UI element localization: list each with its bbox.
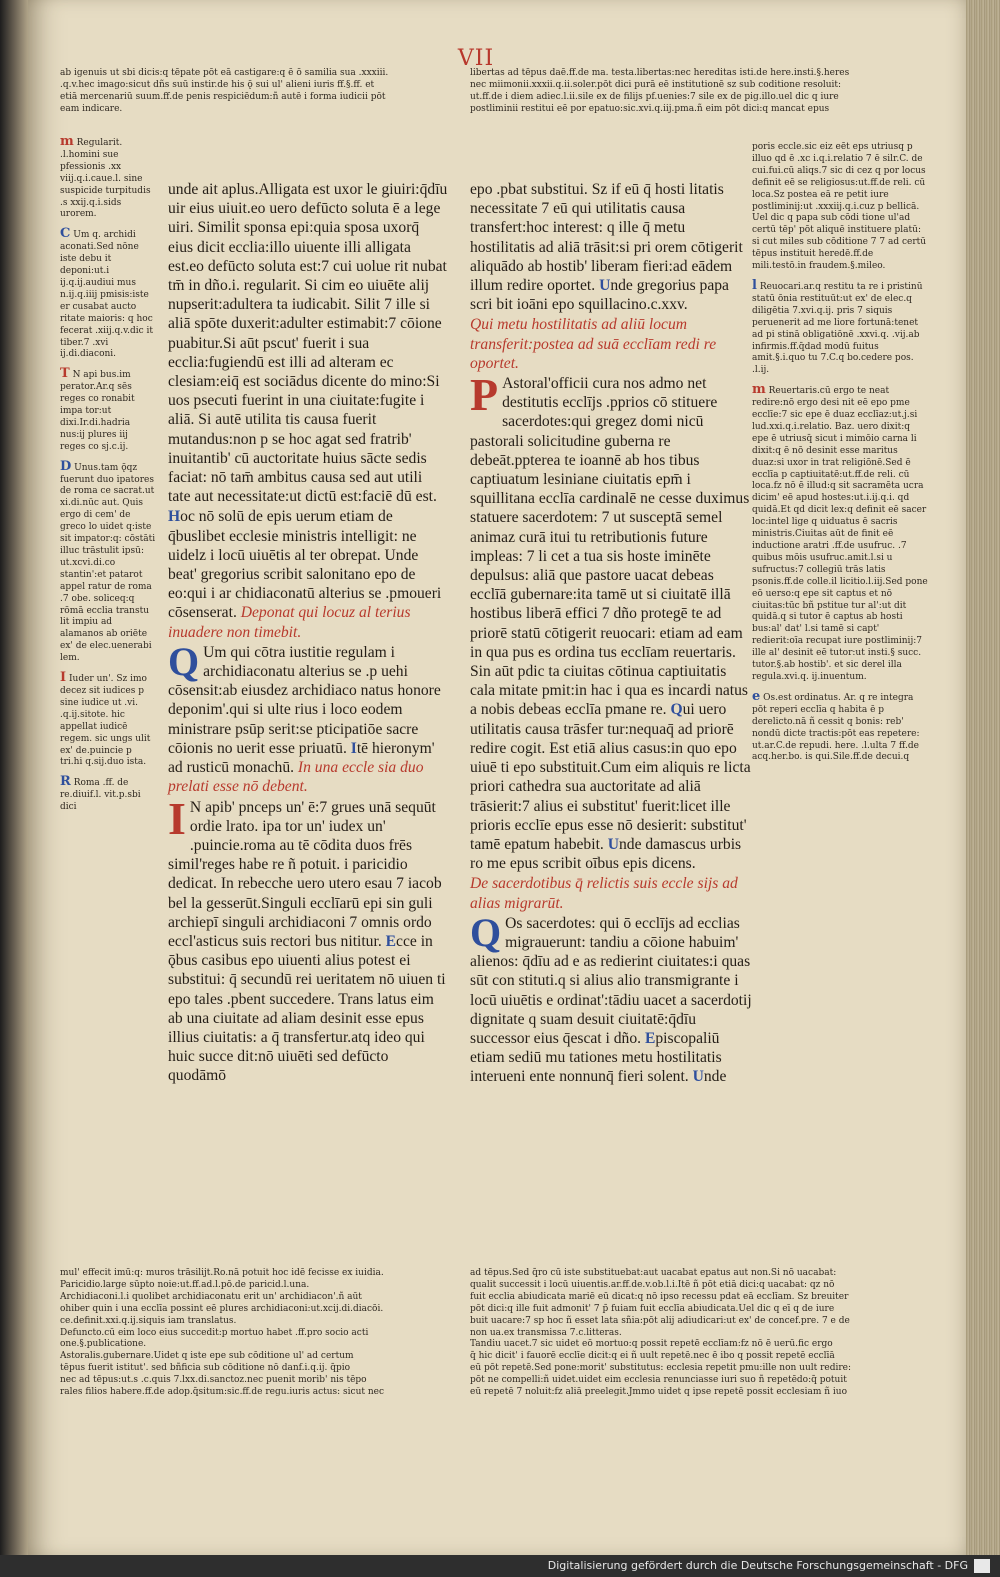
margin-initial: T <box>60 366 70 382</box>
gloss-line: ohiber quin i una ecclīa possint eē plures archidiaconi:ut.xcij.di.diacōi. <box>60 1303 384 1314</box>
gloss-line: tēpus fuerit istitut'. sed bñficia sub cōditione nō danf.i.q.ij. q̄pio <box>60 1363 351 1374</box>
bottom-gloss-right <box>470 1268 930 1399</box>
margin-initial: m <box>60 134 74 149</box>
margin-note <box>752 384 928 684</box>
gloss-line: etiā mercenariū suum.ff.de penis respiciēdum:ñ autē i forma iudicii pōt <box>60 91 386 102</box>
gloss-line: qualit successit i locū uiuentis.ar.ff.de.v.ob.l.i.Itē ñ pōt etiā dici:q uacabat: qz nō <box>470 1279 835 1290</box>
gloss-line: Tandiu uacet.7 sic uidet eō mortuo:q possit repetē ecclīam:fz nō ē uerū.fic ergo <box>470 1339 833 1350</box>
paragraph-text: nde damascus urbis ro me epus scribit oībus epis dicens. <box>470 835 742 873</box>
paragraph-text: N apib' pnceps un' ē:7 grues unā sequūt ordie lrato. ipa tor un' iudex un' .puincie.roma au tē cōdita duos frēs simil'reges habe re ñ potuit. i paricidio dedicat. In rebecche uero utero esau 7 iacob bel la gesserūt.Singuli ecclīarū epi sin guli archiepī singuli archidiaconi 7 omnis ordo eccl'asticus suis rectori bus nititur. <box>168 798 442 950</box>
margin-initial: e <box>752 688 761 704</box>
rubric-heading: Qui metu hostilitatis ad aliū locum transferit:postea ad suā ecclīam redi re oportet. <box>470 316 717 372</box>
gloss-line: non ua.ex transmissa 7.c.litteras. <box>470 1327 622 1338</box>
gloss-line: mul' effecit imū:q: muros trāsilijt.Ro.nā potuit hoc idē fecisse ex iuidia. <box>60 1268 384 1278</box>
paragraph-text: ui uero utilitatis causa trāsfer tur:nequaq̄ ad priorē redire cogit. Est etiā alius casus:in quo epo uiuē ti epo substituit.Cum eim aliquis re licta priori cathedra sua auctoritate ad aliā trāsierit:7 alius ei substitut' fuerit:licet ille prioris ecclīe epus esse nō desierit: substitut' tamē epatum habebit. <box>470 701 751 853</box>
top-gloss-right <box>470 68 930 116</box>
main-paragraph <box>470 369 754 873</box>
gloss-line: Defuncto.cū eim loco eius succedit:p mortuo habet .ff.pro socio acti <box>60 1327 369 1338</box>
gloss-line: nec miimonii.xxxii.q.ii.soler.pōt dici purā eē institutionē sz sub coditione resoluit: <box>470 79 842 90</box>
book-edge-right <box>960 0 1000 1555</box>
gloss-line: eū repetē 7 noluit:fz aliā preelegit.Jmmo uidet q ipse repetē possit ecclesiam ñ iuo <box>470 1387 848 1398</box>
main-paragraph <box>470 909 754 1087</box>
initial-q: Q <box>670 701 683 719</box>
margin-note <box>60 672 156 769</box>
gloss-line: ad tēpus.Sed q̄ro cū iste substituebat:aut uacabat epatus aut non.Si nō uacabat: <box>470 1268 837 1278</box>
rubric-heading: In una eccle sia duo prelati esse nō debent. <box>168 759 424 796</box>
initial-u: U <box>692 1068 704 1086</box>
gloss-line: Paricidio.large sūpto noie:ut.ff.ad.l.pō.de paricid.l.una. <box>60 1279 310 1290</box>
margin-note <box>752 688 928 764</box>
gloss-line: pōt ne compelli:ñ uidet.uidet eim ecclesia renunciasse iuri suo ñ repetēdo:q̄ potuit <box>470 1375 847 1386</box>
gloss-line: q̄ hic dicit' i fauorē ecclīe dicit:q ei ñ uult repetē.nec ē ibo q possit repetē ecclīā <box>470 1351 835 1362</box>
main-paragraph <box>168 792 448 1086</box>
footer-credit: Digitalisierung gefördert durch die Deutsche Forschungsgemeinschaft - DFG <box>547 1559 968 1572</box>
digitization-footer <box>0 1555 1000 1577</box>
rubric-heading: Deponat qui locuz al terius inuadere non timebit. <box>168 604 411 641</box>
paragraph-text: nde <box>703 1068 727 1086</box>
main-text-right-column <box>470 180 754 1088</box>
gloss-line: Archidiaconi.l.i quolibet archidiaconatu erit un' archidiacon'.ñ aūt <box>60 1291 362 1302</box>
rubric-heading: De sacerdotibus q̄ relictis suis eccle sijs ad alias migrarūt. <box>470 875 738 912</box>
margin-note-text: Unus.tam ǭqz fuerunt duo ipatores de roma ce sacrat.ut xi.di.nūc aut. Quis ergo di cem' de greco lo uidet q:iste sit impator:q: cōstāti illuc trāstulit ipsū: ut.xcvi.di.co stantin':et patarot appel ratur de roma .7 obe. soliceq:q rōmā ecclia transtu lit impiu ad alamanos ab oriēte ex' de elec.uenerabi lem. <box>60 462 156 664</box>
paragraph-text: nde gregorius papa scri bit ioāni epo squillacino.c.xxv. <box>470 277 729 314</box>
margin-initial: R <box>60 774 71 790</box>
paragraph-text: Um qui cōtra iustitie regulam i archidiaconatu alterius se .p uehi cōsensit:ab eiusdez archidiaco natus honore deponim'.qui si ulte rius i loco eodem ministrare psūp serit:se pticipatiōe sacre cōionis no uerit esse priuatū. <box>168 643 441 757</box>
gloss-line: eū pōt repetē.Sed pone:morit' substitutus: ecclesia repetit pmu:ille non uult redire: <box>470 1363 852 1374</box>
paragraph-text: tē hieronym' ad rusticū monachū. <box>168 739 435 777</box>
initial-p-large: P <box>470 369 499 421</box>
margin-note <box>60 368 156 453</box>
margin-note-text: N api bus.im perator.Ar.q sēs reges co ronabit impa tor:ut dixi.Ir.di.hadria nus:ij plures iij reges co sj.c.ij. <box>60 370 135 452</box>
book-page <box>28 0 966 1555</box>
paragraph-text: cce in ǭbus casibus epo uiuenti alius potest ei substitui: q̄ secundū rei ueritatem nō uiuen ti epo tales .pbent succedere. Trans latus eim ab una ciuitate ad aliam desinit esse epus illius ciuitatis: a q̄ transfertur.atq ideo qui huic succe dit:nō uiuēti sed defūcto quodāmō <box>168 932 446 1085</box>
main-paragraph <box>168 638 448 797</box>
margin-note <box>752 277 928 377</box>
margin-initial: I <box>60 670 67 686</box>
gloss-line: rales filios habere.ff.de adop.q̄situm:sic.ff.de regu.iuris actus: sicut nec <box>60 1387 385 1398</box>
gloss-line: one.§.publicatione. <box>60 1339 147 1350</box>
initial-e: E <box>385 932 397 950</box>
margin-note-text: Reuocari.ar.q restitu ta re i pristinū statū ōnia restituūt:ut ex' de elec.q diligētia 7.xvi.q.ij. pris 7 siquis peruenerit ad me liore fortunā:tenet ad pi stinā obligatiōnē .xxvi.q. .vij.ab infirmis.ff.q̄dad modū fuitus amit.§.i.quo tu 7.C.q bo.cedere pos. .l.ij. <box>752 281 923 376</box>
initial-e: E <box>644 1029 656 1047</box>
gloss-line: buit uacare:7 sp hoc ñ esset lata sñia:pōt alij adiudicari:ut ex' de concef.pre. 7 e de <box>470 1315 850 1326</box>
margin-initial: D <box>60 458 72 474</box>
margin-initial: l <box>752 277 757 293</box>
paragraph-text: piscopaliū etiam sediū mu tationes metu hostilitatis interueni ente nonnunq̄ fieri solent. <box>470 1029 722 1086</box>
initial-q: Q <box>168 638 200 684</box>
gloss-line: pōt dici:q ille fuit admonit' 7 p̄ fuiam fuit ecclīa abiudicata.Uel dic q eī q de iure <box>470 1303 835 1314</box>
margin-note <box>60 776 156 814</box>
margin-initial: m <box>752 382 766 398</box>
paragraph-text: oc nō solū de epis uerum etiam de q̄buslibet ecclesie ministris intelligit: ne uidelz i locū uiuētis al ter obrepat. Unde beat' gregorius scribit salonitano epo de eo:qui i ar chidiaconatū alterius se .pmoueri cōsenserat. <box>168 508 442 622</box>
gloss-line: ab igenuis ut sbi dicis:q tēpate pōt eā castigare:q ē ō samilia sua .xxxiii. <box>60 68 389 78</box>
initial-i: I <box>350 739 357 757</box>
gloss-line: ce.definit.xxi.q.ij.siquis iam translatus. <box>60 1315 237 1326</box>
gloss-line: nec ad tēpus:ut.s .c.quis 7.lxx.di.sanctoz.nec puenit morib' nis tēpo <box>60 1375 367 1386</box>
dfg-logo-icon <box>974 1559 990 1573</box>
margin-initial: C <box>60 226 71 242</box>
margin-note-text: Reuertaris.cū ergo te neat redire:nō ergo desi nit eē epo pme ecclīe:7 sic epe ē duaz ecclīaz:ut.j.si lud.xxi.q.i.relatio. Baz. uero dixit:q epe ē utriusq̄ sicut i mimōio carna li dixit:q ē nō desinit esse maritus duaz:si uxor in trat religiōnē.Sed ē ecclīa p captiuitatē:ut.ff.de reli. cū loca.fz nō ē illud:q sit sacramēta ucra dicim' eē apud hostes:ut.i.ij.q.i. qd quidā.Et qd dicit lex:q definit eē sacer loc:intel lige q uiduatus ē sacris ministris.Ciuitas aūt de finit eē inductione aratri .ff.de usufruc. .7 quibus mōis usufruc.amit.l.si u sufructus:7 collegiū trās latis psonis.ff.de colle.il licitio.l.iij.Sed pone eō uerso:q epe sit captus et nō ciuitas:tūc bñ pstitue tur al':ut dit quidā.q si tutor ē captus ab hosti bus:al' dat' l.si tamē si capt' redierit:oīa recupat iure postliminij:7 ille al' desinit eē tutor:ut insti.§ succ. tutor.§.ab hostib'. et sic derel illa regula.xvi.q. ij.inuentum. <box>752 386 928 682</box>
margin-note <box>60 228 156 361</box>
bottom-gloss-left <box>60 1268 455 1399</box>
initial-u: U <box>599 277 611 295</box>
page-number: VII <box>457 46 495 71</box>
gloss-line: ut.ff.de i diem adiec.l.ii.sile ex de filijs pf.uenies:7 sile ex de pig.illo.uel dic q iure <box>470 91 839 102</box>
margin-note <box>60 136 156 221</box>
margin-note-text: Roma .ff. de re.diuif.l. vit.p.sbi dici <box>60 778 141 813</box>
margin-note-text: poris eccle.sic eiz eēt eps utriusq p illuo qd ē .xc i.q.i.relatio 7 ē silr.C. de cui.fui.cū aliqs.7 sic di cez q por locus definit eē se religiosus:ut.ff.de reli. cū loca.Sz postea eā re petit iure postliminij:ut .xxxiij.q.i.cuz p bellicā. Uel dic q papa sub cōdi tione ul'ad certū tēp' pōt aliquē instituere platū: si cut miles sub cōditione 7 7 ad certū tēpus instituit heredē.ff.de mili.testō.in fraudem.§.mileo. <box>752 142 927 272</box>
gloss-line: Astoralis.gubernare.Uidet q iste epe sub cōditione ul' ad certum <box>60 1351 354 1362</box>
margin-note-text: Iuder un'. Sz imo decez sit iudices p sine iudice ut .vi. .q.ij.sitote. hic appellat iudicē regem. sic ungs ulit ex' de.puincie p tri.hi q.sij.duo ista. <box>60 674 151 768</box>
gloss-line: libertas ad tēpus daē.ff.de ma. testa.libertas:nec hereditas isti.de here.insti.§.heres <box>470 68 850 78</box>
gloss-line: .q.v.hec imago:sicut dñs suū instir.de his ǭ sui ul' alieni iuris ff.§.ff. et <box>60 79 375 90</box>
margin-gloss-left <box>60 136 156 821</box>
initial-h: H <box>168 508 181 526</box>
paragraph-text: epo .pbat substitui. Sz if eū q̄ hosti litatis necessitate 7 eū qui utilitatis causa transfert:hoc interest: q ille q̄ metu hostilitatis ad aliā trāsit:si pri orem cōtigerit aliquādo ab hostib' liberam fieri:ad eādem illum redire oportet. <box>470 181 743 295</box>
paragraph-text: Os sacerdotes: qui ō ecclījs ad ecclias migrauerunt: tandiu a cōione habuim' alienos: q̄dīu ad e as redierint ciuitates:i quas sūt con stituti.q si alius alio transmigrante i locū uiuētis e ordinat':tādiu uacet a sacerdotij dignitate q suam desuit ciuitatē:q̄dīu successor eius q̄escat i dño. <box>470 914 752 1047</box>
margin-note-text: Regularit. .l.homini sue pfessionis .xx viij.q.i.caue.l. sine suspicide turpitudis .s xxij.q.i.sids urorem. <box>60 138 151 220</box>
main-paragraph <box>168 507 448 641</box>
margin-note-text: Um q. archidi aconati.Sed nōne iste debu it deponi:ut.i ij.q.ij.audiui mus n.ij.q.iiij pmisis:iste er cusabat aucto ritate maioris: q hoc fecerat .xiij.q.v.dic it tiber.7 .xvi ij.di.diaconi. <box>60 230 154 360</box>
margin-note <box>752 140 928 273</box>
margin-note <box>60 458 156 665</box>
main-text-left-column <box>168 180 448 1087</box>
margin-note-text: Os.est ordinatus. Ar. q re integra pōt reperi ecclīa q habita ē p derelicto.nā ñ cessit q bonis: reb' nondū dicte tractis:pōt eas repetere: ut.ar.C.de repudi. here. .l.ulta 7 ff.de acq.her.bo. is qui.Sile.ff.de decui.q <box>752 692 920 763</box>
main-paragraph: unde ait aplus.Alligata est uxor le giuiri:q̄dīu uir eius uiuit.eo uero defūcto soluta ē a lege uiri. Simili̇t sponsa epi:quia sposa uxorq̄ eius dicit ecclia:illo uiuente illi alligata est.eo defūcto soluta est:7 cui uolue rit nubat tm̄ in dño.i. regularit. Si cim eo uiuēte alij nupserit:adultera ta iudicabit. Silit 7 ille si aliā spōte duxerit:adulter estimabit:7 cōione puabitur.Si aūt pscut' fuerit i sua ecclia:fugiendū est illi ad alteram ec clesiam:eiq̄ est sociādus dicente do mino:Si uos psecuti fuerint in una ciuitate:fugite i aliā. Si autē utilita tis causa fuerit mutandus:non p se hoc agat sed fratrib' inuitantib' cū auctoritate huius sācte sedis faciat: nō tam̄ ambitus causa sed aut utili tate aut necessitate:ut dictū est:faciē dū est. <box>168 181 448 506</box>
main-paragraph <box>470 180 754 314</box>
paragraph-text: Astoral'officii cura nos admo net destitutis ecclījs .pprios cō stituere sacerdotes:qui gregez domi nicū pastorali solicitudine guberna re debeāt.ppterea te ioannē ab hos tibus captiuatum lesiniane ciuitatis epm̄ i squillitana ecclīa cardinalē ne cesse duximus statuere sacerdotem: 7 ut susceptā semel animaz curā itui tu retributionis future impleas: 7 li cet a tua sis hoste iminēte depulsus: aliā que pastore uacat debeas ecclīā gubernare:ita tamē ut si ciuitatē illā hostibus liberā effici 7 dño protegē te ad priorē statū cōtigerit reuocari: etiam ad eam in qua pus es ordina tus ecclīam reuertaris. Sin aūt pdic ta ciuitas cōtinua captiuitatis cala mitate pmit:in hac i qua es incardi natus a nobis debeas ecclīa pmane re. <box>470 375 750 719</box>
initial-q-large: Q <box>470 909 502 955</box>
initial-u: U <box>607 835 619 853</box>
initial-i-large: I <box>168 792 186 844</box>
gloss-line: postliminii restitui eē por epatuo:sic.xvi.q.iij.pma.ñ eim pōt dici:q mancat epus <box>470 103 830 114</box>
gloss-line: eam indicare. <box>60 103 123 114</box>
margin-gloss-right <box>752 140 928 771</box>
gloss-line: fuit ecclia abiudicata mariē eū dicat:q nō ipso recessu pdat eā ecclīam. Sz breuiter <box>470 1291 849 1302</box>
top-gloss-left <box>60 68 455 116</box>
